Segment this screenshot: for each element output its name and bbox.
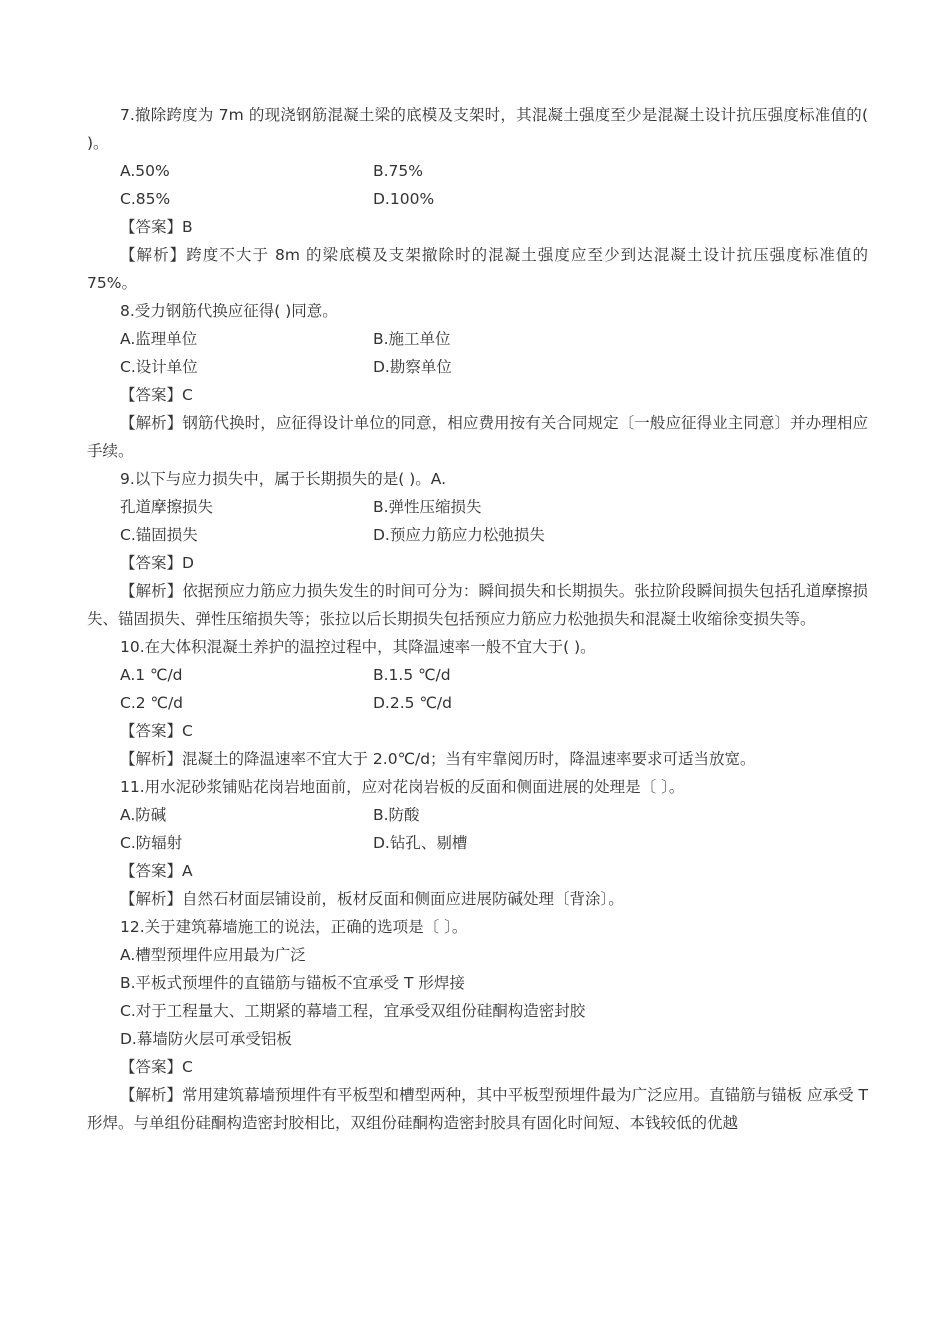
question-11-stem: 11.用水泥砂浆铺贴花岗岩地面前，应对花岗岩板的反面和侧面进展的处理是〔 〕。	[120, 778, 685, 796]
question-12-answer: 【答案】C	[120, 1058, 193, 1076]
option-c: C.防辐射	[120, 834, 183, 852]
question-8-options-row-2	[87, 353, 868, 381]
question-10-analysis: 【解析】混凝土的降温速率不宜大于 2.0℃/d；当有牢靠阅历时，降温速率要求可适当放宽。	[120, 750, 756, 768]
question-10-stem: 10.在大体积混凝土养护的温控过程中，其降温速率一般不宜大于( )。	[120, 638, 596, 656]
option-b: B.施工单位	[373, 330, 451, 348]
option-d: D.2.5 ℃/d	[373, 694, 452, 712]
question-9-stem: 9.以下与应力损失中，属于长期损失的是( )。A.	[120, 470, 447, 488]
question-11-options-row-1	[87, 801, 868, 829]
option-c: C.锚固损失	[120, 526, 198, 544]
question-8-answer: 【答案】C	[120, 386, 193, 404]
option-b: B.防酸	[373, 806, 420, 824]
question-11-options-row-2	[87, 829, 868, 857]
question-7-analysis: 【解析】跨度不大于 8m 的梁底模及支架撤除时的混凝土强度应至少到达混凝土设计抗压强度标准值的 75%。	[87, 246, 868, 292]
question-10-answer: 【答案】C	[120, 722, 193, 740]
question-12-option-b: B.平板式预埋件的直锚筋与锚板不宜承受 T 形焊接	[120, 974, 465, 992]
option-a: A.50%	[120, 162, 170, 180]
option-c: C.设计单位	[120, 358, 198, 376]
option-d: D.钻孔、剔槽	[373, 834, 468, 852]
option-d: D.勘察单位	[373, 358, 452, 376]
question-9-answer: 【答案】D	[120, 554, 194, 572]
question-12-option-d: D.幕墙防火层可承受铝板	[120, 1030, 292, 1048]
question-8-stem: 8.受力钢筋代换应征得( )同意。	[120, 302, 338, 320]
option-d: D.100%	[373, 190, 435, 208]
question-7-answer: 【答案】B	[120, 218, 193, 236]
question-8-options-row-1	[87, 325, 868, 353]
option-b: B.弹性压缩损失	[373, 498, 482, 516]
question-9-analysis: 【解析】依据预应力筋应力损失发生的时间可分为：瞬间损失和长期损失。张拉阶段瞬间损失包括孔道摩擦损失、锚固损失、弹性压缩损失等；张拉以后长期损失包括预应力筋应力松弛损失和混凝土收缩徐变损失等。	[87, 582, 868, 628]
option-d: D.预应力筋应力松弛损失	[373, 526, 545, 544]
question-11-analysis: 【解析】自然石材面层铺设前，板材反面和侧面应进展防碱处理〔背涂〕。	[120, 890, 624, 908]
question-12-option-c: C.对于工程量大、工期紧的幕墙工程，宜承受双组份硅酮构造密封胶	[120, 1002, 586, 1020]
question-10-options-row-2	[87, 689, 868, 717]
question-7-stem: 7.撤除跨度为 7m 的现浇钢筋混凝土梁的底模及支架时，其混凝土强度至少是混凝土设计抗压强度标准值的( )。	[87, 106, 868, 152]
option-a: 孔道摩擦损失	[120, 498, 214, 516]
option-a: A.监理单位	[120, 330, 198, 348]
question-10-options-row-1	[87, 661, 868, 689]
option-a: A.防碱	[120, 806, 167, 824]
question-12-stem: 12.关于建筑幕墙施工的说法，正确的选项是〔 〕。	[120, 918, 468, 936]
option-a: A.1 ℃/d	[120, 666, 183, 684]
question-7-options-row-2	[87, 185, 868, 213]
question-8-analysis: 【解析】钢筋代换时，应征得设计单位的同意，相应费用按有关合同规定〔一般应征得业主同意〕并办理相应手续。	[87, 414, 868, 460]
question-7-options-row-1	[87, 157, 868, 185]
option-c: C.85%	[120, 190, 171, 208]
question-9-options-row-2	[87, 521, 868, 549]
option-c: C.2 ℃/d	[120, 694, 184, 712]
option-b: B.1.5 ℃/d	[373, 666, 451, 684]
option-b: B.75%	[373, 162, 424, 180]
question-11-answer: 【答案】A	[120, 862, 193, 880]
question-12-option-a: A.槽型预埋件应用最为广泛	[120, 946, 306, 964]
question-12-analysis: 【解析】常用建筑幕墙预埋件有平板型和槽型两种，其中平板型预埋件最为广泛应用。直锚筋与锚板 应承受 T 形焊。与单组份硅酮构造密封胶相比，双组份硅酮构造密封胶具有固化时间短、本钱较低的优越	[87, 1086, 868, 1132]
question-9-options-row-1	[87, 493, 868, 521]
